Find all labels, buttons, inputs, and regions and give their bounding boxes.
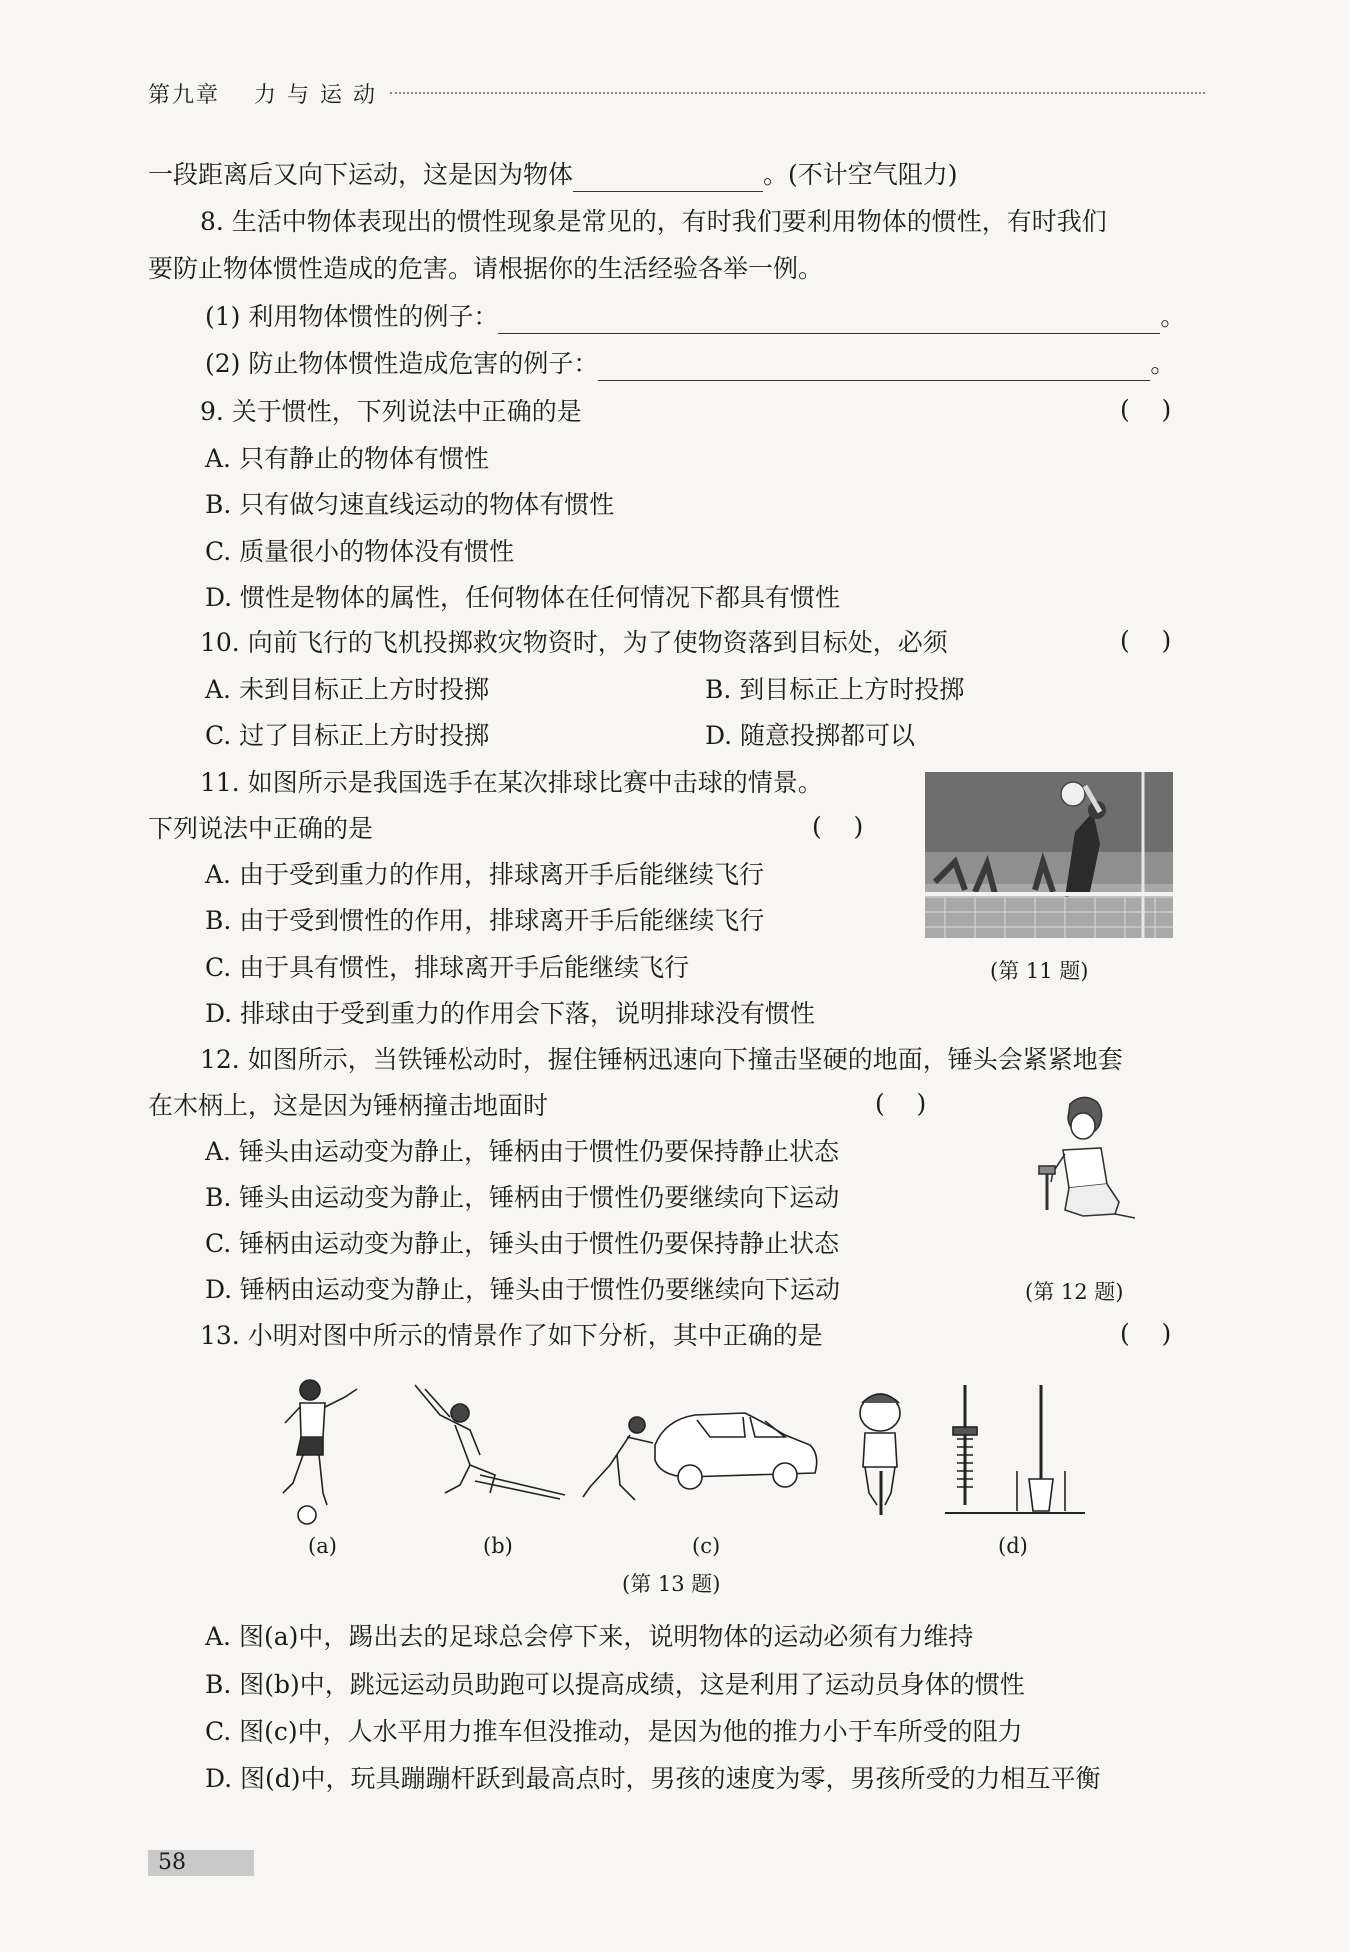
chapter-number: 第九章 <box>148 83 221 108</box>
q13-label-c: (c) <box>692 1534 721 1558</box>
q9-option-d: D. 惯性是物体的属性，任何物体在任何情况下都具有惯性 <box>205 583 841 612</box>
q11-caption: (第 11 题) <box>990 959 1089 983</box>
q13-caption: (第 13 题) <box>622 1572 721 1596</box>
q8-sub2-end: 。 <box>1150 349 1176 378</box>
hammer-boy-illustration <box>1035 1092 1145 1242</box>
answer-blank[interactable] <box>573 165 763 192</box>
q12-option-b: B. 锤头由运动变为静止，锤柄由于惯性仍要继续向下运动 <box>205 1183 840 1212</box>
q10-option-c: C. 过了目标正上方时投掷 <box>205 721 490 750</box>
q12-option-a: A. 锤头由运动变为静止，锤柄由于惯性仍要保持静止状态 <box>205 1137 839 1166</box>
q10-answer-paren[interactable]: ( ) <box>1120 626 1172 655</box>
volleyball-photo <box>925 772 1173 938</box>
q12-caption: (第 12 题) <box>1025 1280 1124 1304</box>
q11-answer-paren[interactable]: ( ) <box>812 812 864 841</box>
q10-stem: 10. 向前飞行的飞机投掷救灾物资时，为了使物资落到目标处，必须 <box>200 628 948 657</box>
q11-line2: 下列说法中正确的是 <box>148 814 374 843</box>
pushing-car-figure <box>583 1413 817 1500</box>
q9-option-a: A. 只有静止的物体有惯性 <box>205 444 489 473</box>
q13-label-d: (d) <box>998 1534 1028 1558</box>
q12-option-d: D. 锤柄由运动变为静止，锤头由于惯性仍要继续向下运动 <box>205 1275 841 1304</box>
q8-line1: 8. 生活中物体表现出的惯性现象是常见的，有时我们要利用物体的惯性，有时我们 <box>200 207 1107 236</box>
q12-option-c: C. 锤柄由运动变为静止，锤头由于惯性仍要保持静止状态 <box>205 1229 840 1258</box>
pogo-boy-figure <box>860 1394 900 1515</box>
soccer-kick-figure <box>283 1380 357 1524</box>
q8-sub1-text: (1) 利用物体惯性的例子： <box>205 302 499 331</box>
q12-line2: 在木柄上，这是因为锤柄撞击地面时 <box>148 1091 549 1120</box>
q10-option-a: A. 未到目标正上方时投掷 <box>205 675 489 704</box>
header-divider <box>390 92 1205 94</box>
intro-text-end: 。(不计空气阻力) <box>763 160 958 189</box>
page-number: 58 <box>158 1850 186 1875</box>
chapter-header <box>148 78 377 109</box>
volleyball-ball <box>1061 782 1085 806</box>
q11-option-d: D. 排球由于受到重力的作用会下落，说明排球没有惯性 <box>205 999 816 1028</box>
q8-line2: 要防止物体惯性造成的危害。请根据你的生活经验各举一例。 <box>148 254 824 283</box>
q13-answer-paren[interactable]: ( ) <box>1120 1319 1172 1348</box>
q13-option-b: B. 图(b)中，跳远运动员助跑可以提高成绩，这是利用了运动员身体的惯性 <box>205 1670 1025 1699</box>
q10-option-d: D. 随意投掷都可以 <box>705 721 916 750</box>
q12-answer-paren[interactable]: ( ) <box>875 1089 927 1118</box>
q9-option-b: B. 只有做匀速直线运动的物体有惯性 <box>205 490 615 519</box>
q8-blank-2[interactable] <box>598 354 1150 381</box>
q9-stem: 9. 关于惯性，下列说法中正确的是 <box>200 397 582 426</box>
intro-text: 一段距离后又向下运动，这是因为物体 <box>148 160 574 189</box>
q8-sub2 <box>205 347 1175 381</box>
q8-blank-1[interactable] <box>498 307 1160 334</box>
q13-option-a: A. 图(a)中，踢出去的足球总会停下来，说明物体的运动必须有力维持 <box>205 1622 974 1651</box>
q9-answer-paren[interactable]: ( ) <box>1120 395 1172 424</box>
q11-line1: 11. 如图所示是我国选手在某次排球比赛中击球的情景。 <box>200 768 823 797</box>
q9-option-c: C. 质量很小的物体没有惯性 <box>205 537 515 566</box>
intro-line <box>148 158 958 192</box>
q12-line1: 12. 如图所示，当铁锤松动时，握住锤柄迅速向下撞击坚硬的地面，锤头会紧紧地套 <box>200 1045 1123 1074</box>
q13-illustrations <box>265 1375 1090 1535</box>
chapter-title: 力 与 运 动 <box>254 83 377 108</box>
q8-sub1 <box>205 300 1185 334</box>
q11-option-a: A. 由于受到重力的作用，排球离开手后能继续飞行 <box>205 860 764 889</box>
q13-option-c: C. 图(c)中，人水平用力推车但没推动，是因为他的推力小于车所受的阻力 <box>205 1717 1023 1746</box>
q13-label-b: (b) <box>483 1534 513 1558</box>
pogo-stick-diagram <box>945 1385 1085 1513</box>
q11-option-c: C. 由于具有惯性，排球离开手后能继续飞行 <box>205 953 690 982</box>
q13-option-d: D. 图(d)中，玩具蹦蹦杆跃到最高点时，男孩的速度为零，男孩所受的力相互平衡 <box>205 1764 1101 1793</box>
q13-label-a: (a) <box>308 1534 337 1558</box>
q8-sub2-text: (2) 防止物体惯性造成危害的例子： <box>205 349 599 378</box>
q8-sub1-end: 。 <box>1160 302 1186 331</box>
q11-option-b: B. 由于受到惯性的作用，排球离开手后能继续飞行 <box>205 906 765 935</box>
long-jump-figure <box>415 1385 565 1499</box>
q10-option-b: B. 到目标正上方时投掷 <box>705 675 965 704</box>
q13-stem: 13. 小明对图中所示的情景作了如下分析，其中正确的是 <box>200 1321 823 1350</box>
